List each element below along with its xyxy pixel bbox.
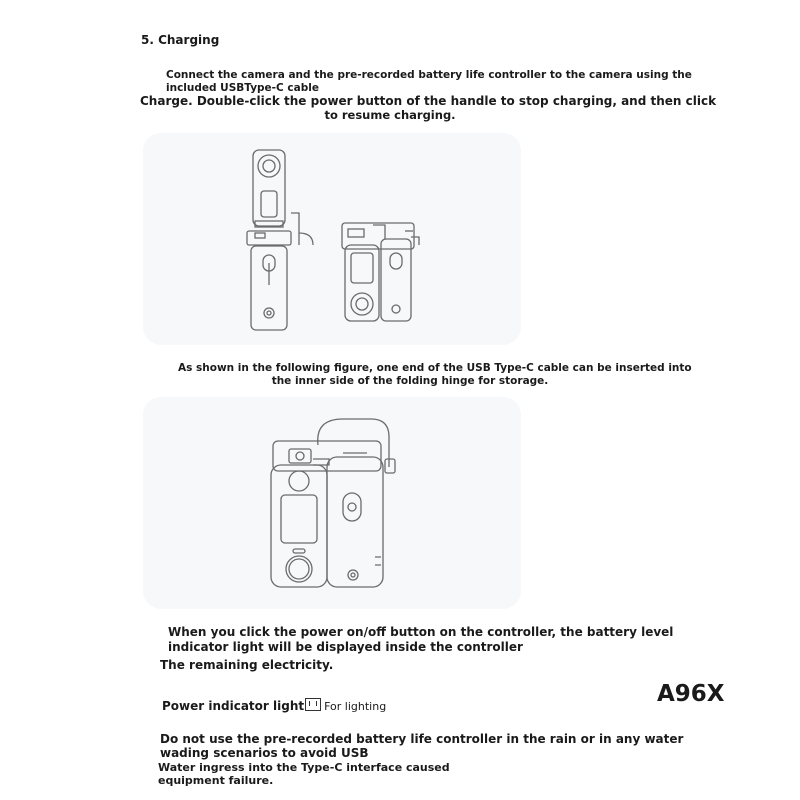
power-indicator-row bbox=[162, 698, 386, 713]
cable-storage-illustration bbox=[143, 397, 521, 609]
brand-label: A96X bbox=[657, 681, 725, 707]
indicator-light-icon bbox=[305, 698, 321, 711]
warning-line-1: Do not use the pre-recorded battery life controller in the rain or in any water bbox=[160, 732, 684, 746]
charging-illustration bbox=[143, 133, 521, 345]
instruction-line-4: to resume charging. bbox=[324, 108, 456, 122]
power-indicator-sub: For lighting bbox=[324, 700, 387, 713]
instruction-line-3: Charge. Double-click the power button of the handle to stop charging, and then click bbox=[140, 94, 717, 108]
storage-line-2: the inner side of the folding hinge for storage. bbox=[271, 375, 549, 387]
charging-line-art bbox=[143, 133, 521, 345]
section-heading: 5. Charging bbox=[141, 33, 220, 47]
remaining-electricity: The remaining electricity. bbox=[160, 658, 334, 672]
instruction-line-2: included USBType-C cable bbox=[166, 82, 319, 94]
indicator-line-1: When you click the power on/off button on the controller, the battery level bbox=[168, 625, 674, 639]
instruction-line-1: Connect the camera and the pre-recorded battery life controller to the camera using the bbox=[166, 69, 692, 81]
cable-line-art bbox=[143, 397, 521, 609]
warning-line-3: Water ingress into the Type-C interface caused bbox=[158, 761, 450, 774]
storage-line-1: As shown in the following figure, one end of the USB Type-C cable can be inserted into bbox=[178, 362, 692, 374]
power-indicator-label: Power indicator light bbox=[162, 699, 305, 713]
warning-line-4: equipment failure. bbox=[158, 774, 274, 787]
indicator-line-2: indicator light will be displayed inside the controller bbox=[168, 640, 523, 654]
warning-line-2: wading scenarios to avoid USB bbox=[160, 746, 369, 760]
